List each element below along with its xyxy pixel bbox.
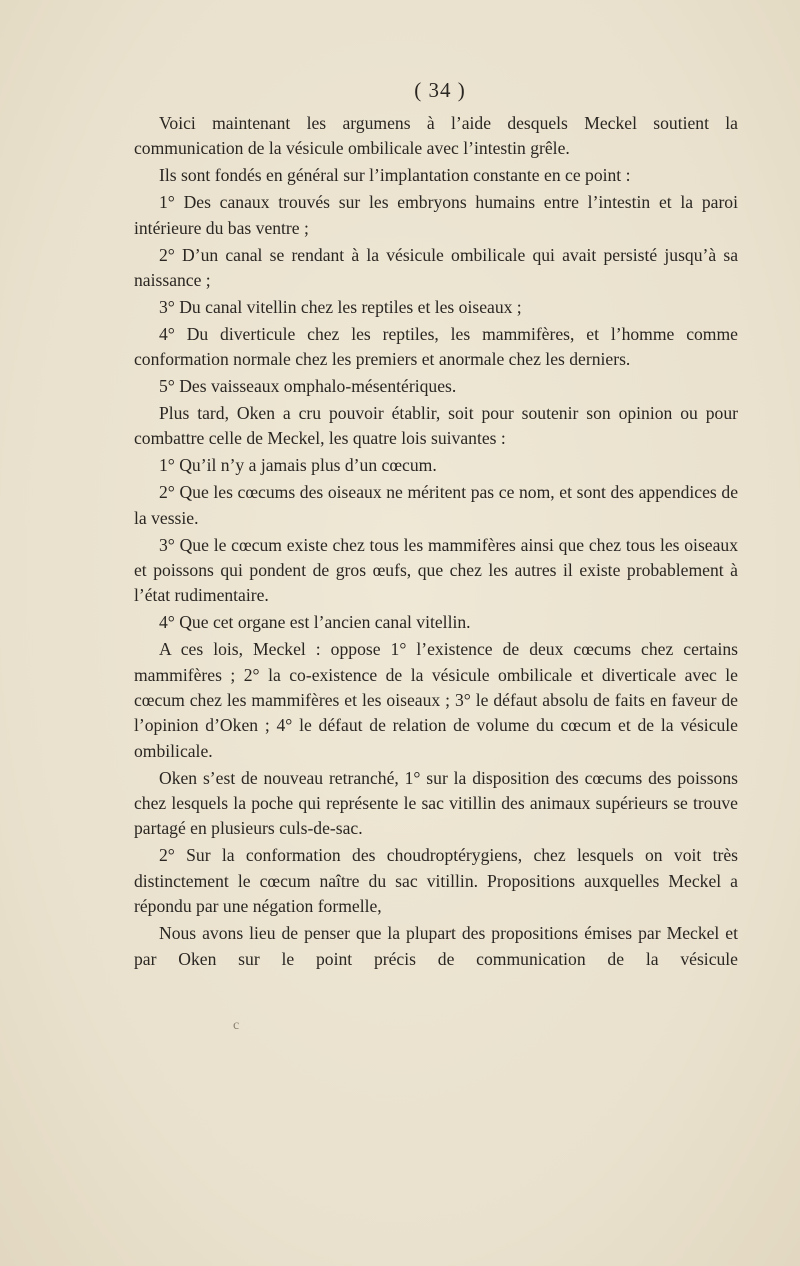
list-item-vaisseaux: 5° Des vaisseaux omphalo-mésentériques. xyxy=(159,376,457,397)
page-number: ( 34 ) xyxy=(414,78,466,102)
law-item-3: 3° Que le cœcum existe chez tous les mammifères ainsi que chez tous les oiseaux et poissons qui pondent de gros œufs, que chez les autres il existe probablement à l’état rudimentaire. xyxy=(134,534,738,606)
paragraph-oken-lois: Plus tard, Oken a cru pouvoir établir, soit pour soutenir son opinion ou pour combattre celle de Meckel, les quatre lois suivantes : xyxy=(134,402,738,449)
paragraph-oken-retranche: Oken s’est de nouveau retranché, 1° sur la disposition des cœcums des poissons chez lesquels la poche qui représente le sac vitillin des animaux supérieurs se trouve partagé en plusieurs culs-de-sac. xyxy=(134,767,738,839)
paragraph-fondes: Ils sont fondés en général sur l’implantation constante en ce point : xyxy=(159,165,631,186)
signature-mark: c xyxy=(233,1018,240,1033)
body-text xyxy=(134,111,738,973)
list-item-canaux: 1° Des canaux trouvés sur les embryons humains entre l’intestin et la paroi intérieure du bas ventre ; xyxy=(134,192,738,238)
paragraph-choudropterygiens: 2° Sur la conformation des choudroptérygiens, chez lesquels on voit très distinctement le cœcum naître du sac vitillin. Propositions auxquelles Meckel a répondu par une négation formelle, xyxy=(134,845,738,917)
list-item-diverticule: 4° Du diverticule chez les reptiles, les mammifères, et l’homme comme conformation normale chez les premiers et anormale chez les derniers. xyxy=(134,323,738,370)
paragraph-meckel-oppose: A ces lois, Meckel : oppose 1° l’existence de deux cœcums chez certains mammifères ; 2° la co-existence de la vésicule ombilicale et diverticale avec le cœcum chez les mammifères et les oiseaux ; 3° le défaut absolu de faits en faveur de l’opinion d’Oken ; 4° le défaut de relation de volume du cœcum et de la vésicule ombilicale. xyxy=(134,639,738,761)
law-item-2: 2° Que les cœcums des oiseaux ne méritent pas ce nom, et sont des appendices de la vessie. xyxy=(134,482,738,528)
law-item-1: 1° Qu’il n’y a jamais plus d’un cœcum. xyxy=(159,455,437,476)
paragraph-conclusion: Nous avons lieu de penser que la plupart des propositions émises par Meckel et par Oken sur le point précis de communication de la vésicule xyxy=(134,923,738,969)
list-item-canal-vesicule: 2° D’un canal se rendant à la vésicule ombilicale qui avait persisté jusqu’à sa naissance ; xyxy=(134,244,738,290)
list-item-canal-vitellin: 3° Du canal vitellin chez les reptiles et les oiseaux ; xyxy=(159,296,522,317)
paragraph-meckel-arguments: Voici maintenant les argumens à l’aide desquels Meckel soutient la communication de la vésicule ombilicale avec l’intestin grêle. xyxy=(134,113,738,159)
law-item-4: 4° Que cet organe est l’ancien canal vitellin. xyxy=(159,612,471,633)
